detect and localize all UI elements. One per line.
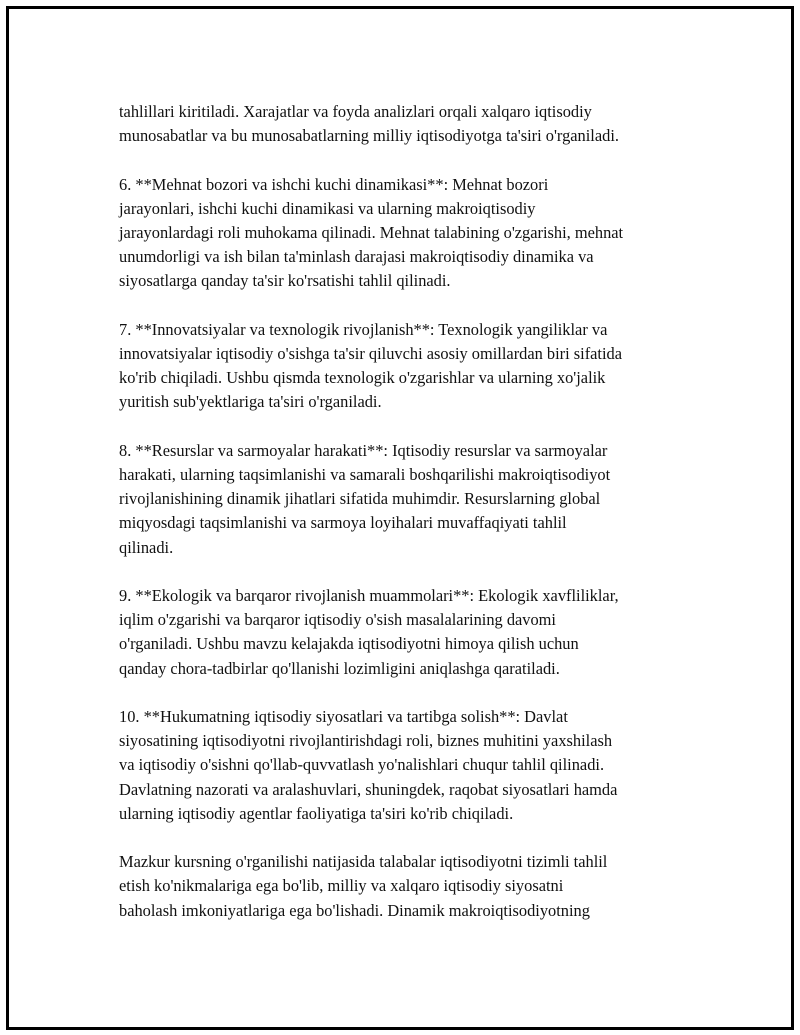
paragraph-intro-continuation: tahlillari kiritiladi. Xarajatlar va foyda analizlari orqali xalqaro iqtisodiy munosabatlar va bu munosabatlarning milliy iqtisodiyotga ta'siri o'rganiladi. — [119, 102, 619, 146]
paragraph-item-8-resources: 8. **Resurslar va sarmoyalar harakati**: Iqtisodiy resurslar va sarmoyalar harakati, ularning taqsimlanishi va samarali boshqarilishi makroiqtisodiyot rivojlanishining dinamik jihatlari sifatida muhimdir. Resurslarning global miqyosdagi taqsimlanishi va sarmoya loyihalari muvaffaqiyati tahlil qilinadi. — [119, 440, 611, 557]
paragraph-item-10-government-policy: 10. **Hukumatning iqtisodiy siyosatlari va tartibga solish**: Davlat siyosatining iqtisodiyotni rivojlantirishdagi roli, biznes muhitini yaxshilash va iqtisodiy o'sishni qo'llab-quvvatlash yo'nalishlari chuqur tahlil qilinadi. Davlatning nazorati va aralashuvlari, shuningdek, raqobat siyosatlari hamda ularning iqtisodiy agentlar faoliyatiga ta'siri ko'rib chiqiladi. — [119, 707, 618, 823]
page-frame — [6, 6, 794, 1030]
paragraph-item-6-labor-market: 6. **Mehnat bozori va ishchi kuchi dinamikasi**: Mehnat bozori jarayonlari, ishchi kuchi dinamikasi va ularning makroiqtisodiy jarayonlardagi roli muhokama qilinadi. Mehnat talabining o'zgarishi, mehnat unumdorligi va ish bilan ta'minlash darajasi makroiqtisodiy dinamika va siyosatlarga qanday ta'sir ko'rsatishi tahlil qilinadi. — [119, 174, 624, 291]
paragraph-item-7-innovation: 7. **Innovatsiyalar va texnologik rivojlanish**: Texnologik yangiliklar va innovatsiyalar iqtisodiy o'sishga ta'sir qiluvchi asosiy omillardan biri sifatida ko'rib chiqiladi. Ushbu qismda texnologik o'zgarishlar va ularning xo'jalik yuritish sub'yektlariga ta'siri o'rganiladi. — [119, 319, 623, 412]
document-body — [119, 100, 699, 947]
paragraph-item-9-ecology: 9. **Ekologik va barqaror rivojlanish muammolari**: Ekologik xavfliliklar, iqlim o'zgarishi va barqaror iqtisodiy o'sish masalalarining davomi o'rganiladi. Ushbu mavzu kelajakda iqtisodiyotni himoya qilish uchun qanday chora-tadbirlar qo'llanishi lozimligini aniqlashga qaratiladi. — [119, 586, 619, 678]
paragraph-conclusion: Mazkur kursning o'rganilishi natijasida talabalar iqtisodiyotni tizimli tahlil etish ko'nikmalariga ega bo'lib, milliy va xalqaro iqtisodiy siyosatni baholash imkoniyatlariga ega bo'lishadi. Dinamik makroiqtisodiyotning — [119, 852, 608, 920]
